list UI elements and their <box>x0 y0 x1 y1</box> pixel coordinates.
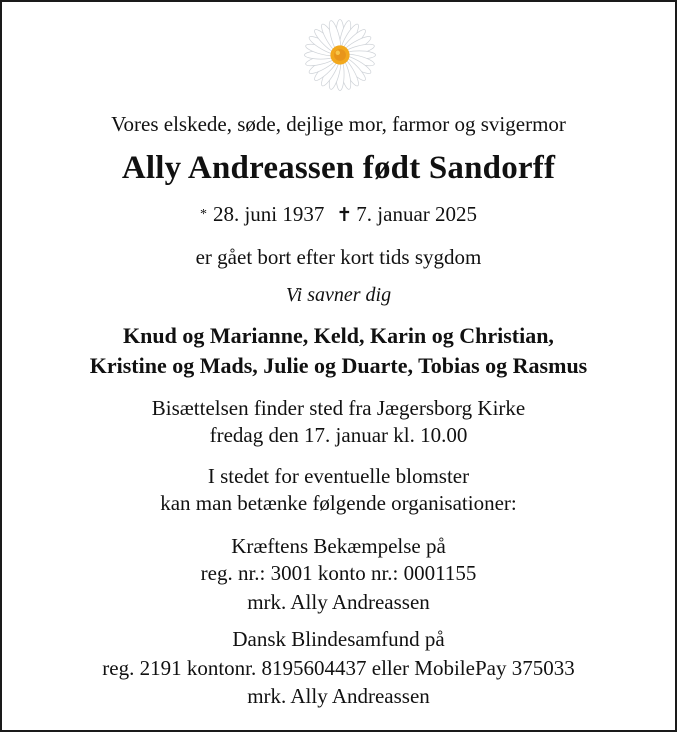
cause-text: er gået bort efter kort tids sygdom <box>195 245 482 269</box>
donation-intro-line-2: kan man betænke følgende organisationer: <box>160 491 517 515</box>
death-cross-icon: ✝ <box>336 205 353 226</box>
cancer-society-reference: mrk. Ally Andreassen <box>247 590 430 614</box>
funeral-line-2: fredag den 17. januar kl. 10.00 <box>209 423 468 447</box>
family-line-2: Kristine og Mads, Julie og Duarte, Tobias og Rasmus <box>89 353 588 378</box>
family-line-1: Knud og Marianne, Keld, Karin og Christian, <box>123 323 554 348</box>
blind-society-account: reg. 2191 kontonr. 8195604437 eller MobilePay 375033 <box>102 656 575 680</box>
daisy-flower-icon <box>303 18 377 92</box>
farewell-text: Vi savner dig <box>285 284 392 306</box>
cancer-society-account: reg. nr.: 3001 konto nr.: 0001155 <box>200 561 477 585</box>
birth-date: 28. juni 1937 <box>212 202 325 226</box>
cancer-society-name: Kræftens Bekæmpelse på <box>231 534 446 558</box>
blind-society-name: Dansk Blindesamfund på <box>232 627 445 651</box>
blind-society-reference: mrk. Ally Andreassen <box>247 684 430 708</box>
donation-intro-line-1: I stedet for eventuelle blomster <box>207 464 470 488</box>
deceased-name: Ally Andreassen født Sandorff <box>121 150 556 186</box>
birth-star-icon: * <box>199 207 207 222</box>
death-date: 7. januar 2025 <box>356 202 478 226</box>
intro-text: Vores elskede, søde, dejlige mor, farmor og svigermor <box>111 112 566 136</box>
funeral-line-1: Bisættelsen finder sted fra Jægersborg Kirke <box>151 396 526 420</box>
life-dates <box>0 202 677 227</box>
